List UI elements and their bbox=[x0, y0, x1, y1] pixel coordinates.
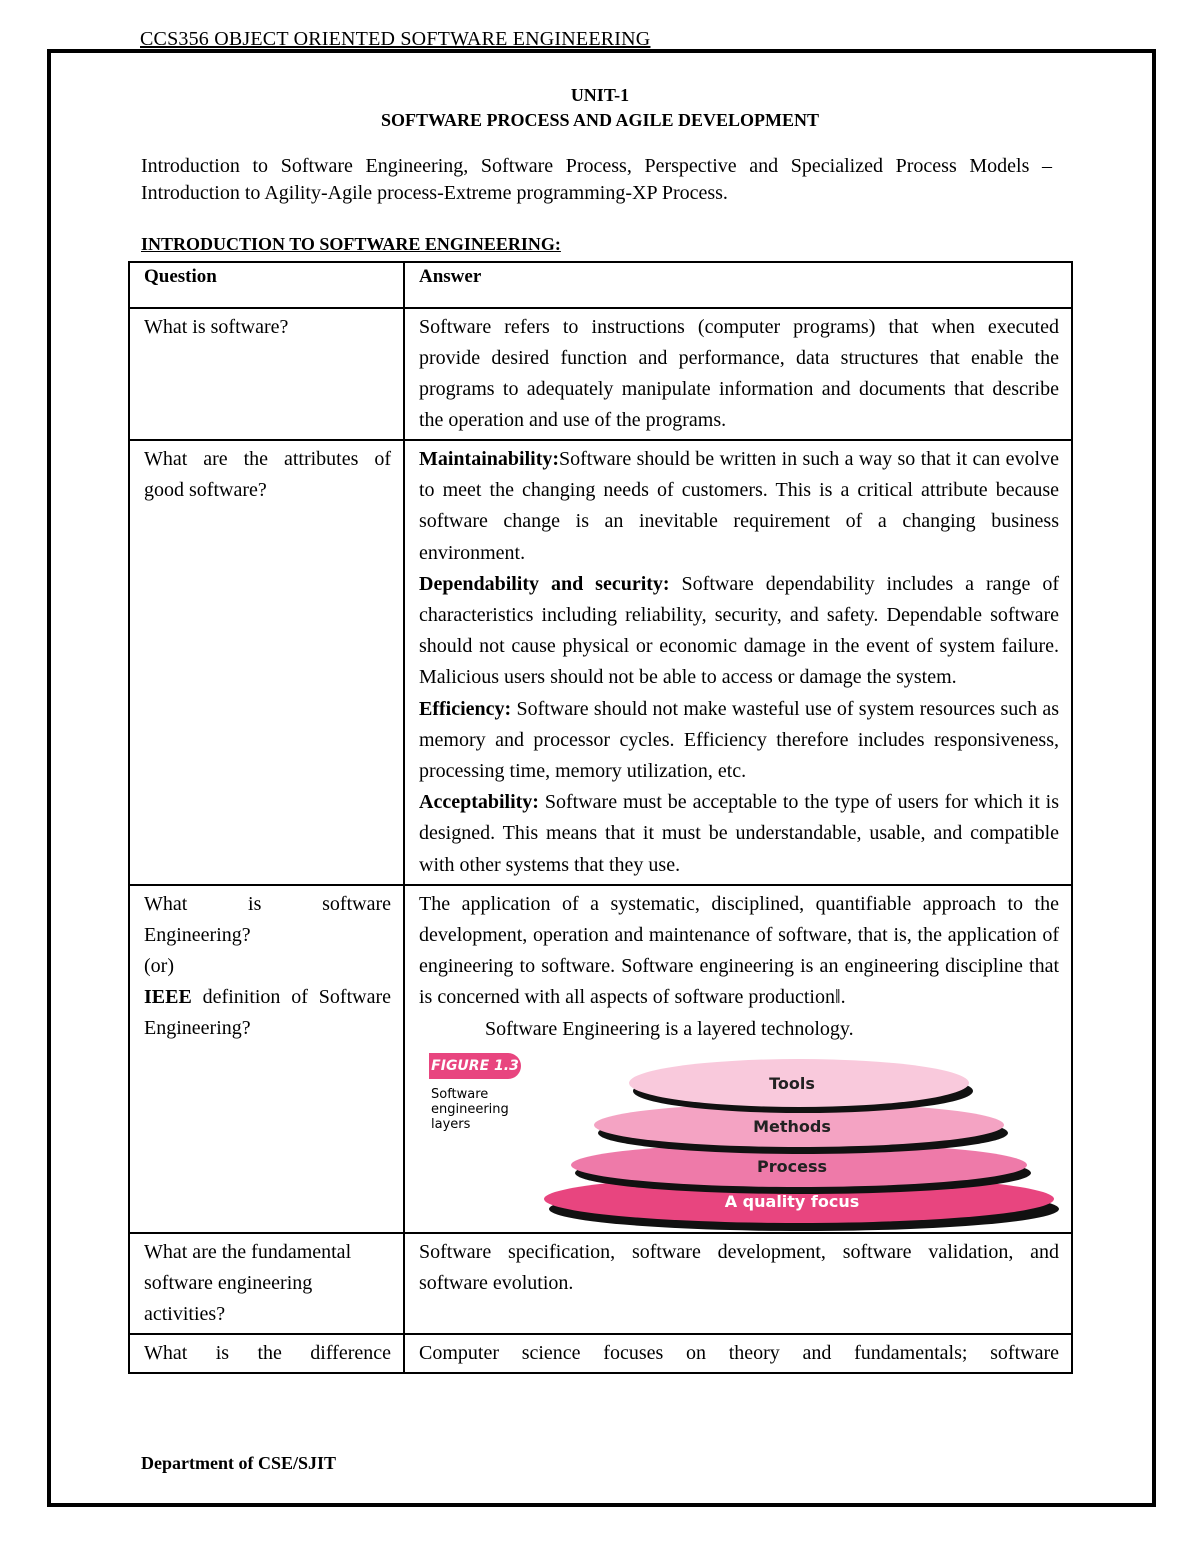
layered-note: Software Engineering is a layered technology. bbox=[485, 1017, 854, 1040]
answer-text: The application of a systematic, disciplined, quantifiable approach to the development, operation and maintenance of software, that is, the application of engineering to software. Software engineering is an engineering discipline that is concerned with all aspects of software productionǁ. bbox=[419, 892, 1059, 1009]
unit-title: SOFTWARE PROCESS AND AGILE DEVELOPMENT bbox=[380, 110, 820, 130]
question-part: What is software Engineering? bbox=[144, 892, 391, 946]
answer-cell: Software refers to instructions (computer programs) that when executed provide desired function and performance, data structures that enable the programs to adequately manipulate information and documents that describe the operation and use of the programs. bbox=[404, 308, 1072, 440]
question-or: (or) bbox=[144, 954, 174, 977]
unit-intro: Introduction to Software Engineering, Software Process, Perspective and Specialized Process Models – Introduction to Agility-Agile process-Extreme programming-XP Process. bbox=[141, 155, 1052, 204]
table-row bbox=[129, 308, 1072, 440]
answer-cell: Computer science focuses on theory and fundamentals; software bbox=[404, 1334, 1072, 1373]
unit-title-block bbox=[0, 83, 1200, 133]
question-cell: What is software? bbox=[129, 308, 404, 440]
tools-label: Tools bbox=[769, 1073, 815, 1093]
process-label: Process bbox=[757, 1156, 827, 1176]
qa-table bbox=[128, 261, 1073, 1374]
table-row bbox=[129, 1233, 1072, 1334]
attribute-term: Efficiency: bbox=[419, 697, 512, 720]
question-cell: What are the attributes of good software? bbox=[129, 440, 404, 885]
answer-cell bbox=[404, 885, 1072, 1233]
question-part bbox=[144, 982, 391, 1044]
ieee-label: IEEE bbox=[144, 985, 192, 1008]
question-cell bbox=[129, 885, 404, 1233]
attribute-text: Software must be acceptable to the type of users for which it is designed. This means that it must be understandable, usable, and compatible with other systems that they use. bbox=[419, 791, 1059, 876]
attribute-text: Software should not make wasteful use of system resources such as memory and processor cycles. Efficiency therefore includes responsiveness, processing time, memory utilization, etc. bbox=[419, 697, 1059, 783]
unit-number: UNIT-1 bbox=[570, 85, 630, 105]
answer-cell bbox=[404, 440, 1072, 885]
caption-line: engineering bbox=[431, 1101, 509, 1117]
page-header: CCS356 OBJECT ORIENTED SOFTWARE ENGINEERING bbox=[140, 28, 651, 50]
table-row bbox=[129, 885, 1072, 1233]
answer-cell: Software specification, software development, software validation, and software evolution. bbox=[404, 1233, 1072, 1334]
col-question-header: Question bbox=[129, 262, 404, 308]
table-row bbox=[129, 1334, 1072, 1373]
software-layers-figure bbox=[419, 1047, 1059, 1232]
table-row bbox=[129, 440, 1072, 885]
attribute-term: Maintainability: bbox=[419, 448, 560, 470]
attribute-text: Software should be written in such a way so that it can evolve to meet the changing needs of customers. This is a critical attribute because software change is an inevitable requirement of a changing business environment. bbox=[419, 448, 1059, 564]
figure-badge: FIGURE 1.3 bbox=[429, 1053, 521, 1079]
layers-diagram bbox=[419, 1047, 1059, 1232]
table-header-row bbox=[129, 262, 1072, 308]
section-heading: INTRODUCTION TO SOFTWARE ENGINEERING: bbox=[141, 234, 561, 254]
department-footer: Department of CSE/SJIT bbox=[141, 1453, 337, 1473]
col-answer-header: Answer bbox=[404, 262, 1072, 308]
caption-line: Software bbox=[431, 1086, 489, 1102]
caption-line: layers bbox=[431, 1116, 471, 1132]
question-cell: What is the difference bbox=[129, 1334, 404, 1373]
attribute-text: Software dependability includes a range of characteristics including reliability, security, and safety. Dependable software should not cause physical or economic damage in the event of system failure. Malicious users should not be able to access or damage the system. bbox=[419, 572, 1059, 689]
question-ieee-rest: definition of Software Engineering? bbox=[144, 985, 391, 1039]
question-cell: What are the fundamental software engineering activities? bbox=[129, 1233, 404, 1334]
attribute-term: Dependability and security: bbox=[419, 572, 670, 595]
methods-label: Methods bbox=[753, 1116, 831, 1136]
quality-focus-label: A quality focus bbox=[724, 1191, 860, 1211]
attribute-term: Acceptability: bbox=[419, 791, 539, 814]
